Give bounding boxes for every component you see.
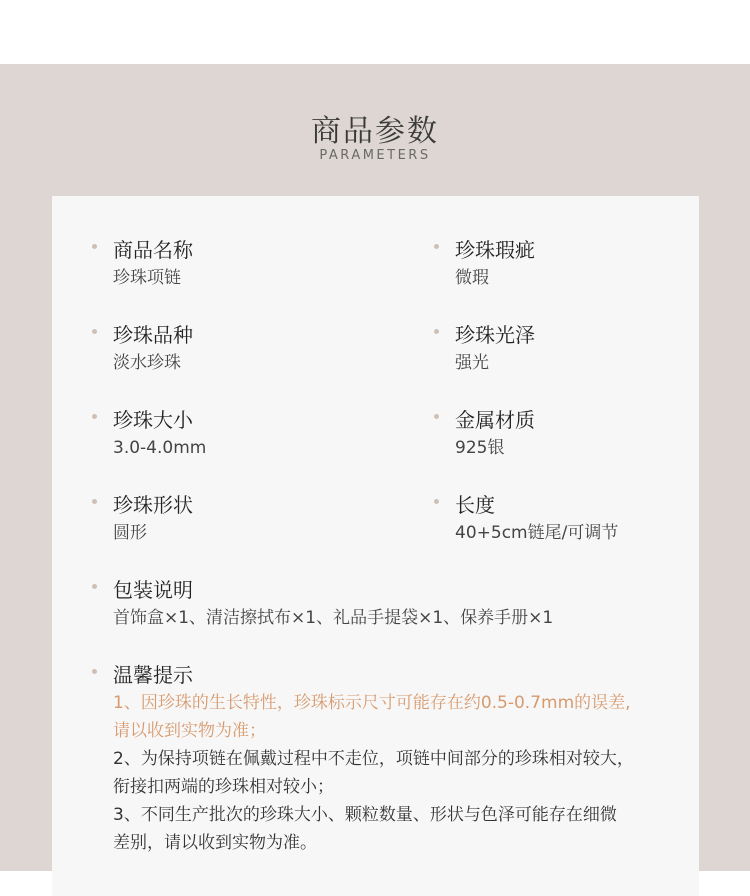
param-value: 淡水珍珠 xyxy=(113,353,181,373)
param-pearl-shape xyxy=(113,491,193,545)
param-value: 强光 xyxy=(455,353,489,373)
param-length xyxy=(455,491,618,545)
parameters-section xyxy=(0,64,750,871)
tips-line-4: 衔接扣两端的珍珠相对较小； xyxy=(113,777,334,797)
param-value: 3.0-4.0mm xyxy=(113,438,207,458)
param-product-name xyxy=(113,236,193,290)
param-value: 珍珠项链 xyxy=(113,268,181,288)
param-pearl-luster xyxy=(455,321,535,375)
tips-label: 温馨提示 xyxy=(113,663,193,687)
param-label: 珍珠品种 xyxy=(113,323,193,347)
param-pearl-blemish xyxy=(455,236,535,290)
bullet-dot-icon xyxy=(92,244,97,249)
param-value: 925银 xyxy=(455,438,505,458)
tips-line-1: 1、因珍珠的生长特性，珍珠标示尺寸可能存在约0.5-0.7mm的误差, xyxy=(113,693,631,713)
tips-line-6: 差别，请以收到实物为准。 xyxy=(113,833,317,853)
param-label: 珍珠瑕疵 xyxy=(455,238,535,262)
bullet-dot-icon xyxy=(434,244,439,249)
bullet-dot-icon xyxy=(92,329,97,334)
param-label: 商品名称 xyxy=(113,238,193,262)
param-label: 珍珠光泽 xyxy=(455,323,535,347)
param-value: 40+5cm链尾/可调节 xyxy=(455,523,619,543)
bullet-dot-icon xyxy=(434,414,439,419)
parameters-card xyxy=(52,196,699,896)
tips-line-2: 请以收到实物为准； xyxy=(113,721,266,741)
packaging-label: 包装说明 xyxy=(113,578,193,602)
param-label: 珍珠大小 xyxy=(113,408,193,432)
param-metal-material xyxy=(455,406,535,460)
section-subtitle: PARAMETERS xyxy=(319,148,431,163)
section-title: 商品参数 xyxy=(311,114,439,149)
tips-line-3: 2、为保持项链在佩戴过程中不走位，项链中间部分的珍珠相对较大， xyxy=(113,749,634,769)
packaging-info xyxy=(113,576,553,630)
packaging-value: 首饰盒×1、清洁擦拭布×1、礼品手提袋×1、保养手册×1 xyxy=(113,608,554,628)
param-pearl-size xyxy=(113,406,206,460)
bullet-dot-icon xyxy=(92,414,97,419)
bullet-dot-icon xyxy=(92,669,97,674)
param-value: 微瑕 xyxy=(455,268,489,288)
param-pearl-variety xyxy=(113,321,193,375)
param-label: 长度 xyxy=(455,493,495,517)
warm-tips xyxy=(113,661,634,857)
bullet-dot-icon xyxy=(92,584,97,589)
param-label: 珍珠形状 xyxy=(113,493,193,517)
tips-line-5: 3、不同生产批次的珍珠大小、颗粒数量、形状与色泽可能存在细微 xyxy=(113,805,617,825)
bullet-dot-icon xyxy=(434,329,439,334)
param-label: 金属材质 xyxy=(455,408,535,432)
param-value: 圆形 xyxy=(113,523,147,543)
top-white-band xyxy=(0,0,750,64)
bullet-dot-icon xyxy=(92,499,97,504)
bullet-dot-icon xyxy=(434,499,439,504)
